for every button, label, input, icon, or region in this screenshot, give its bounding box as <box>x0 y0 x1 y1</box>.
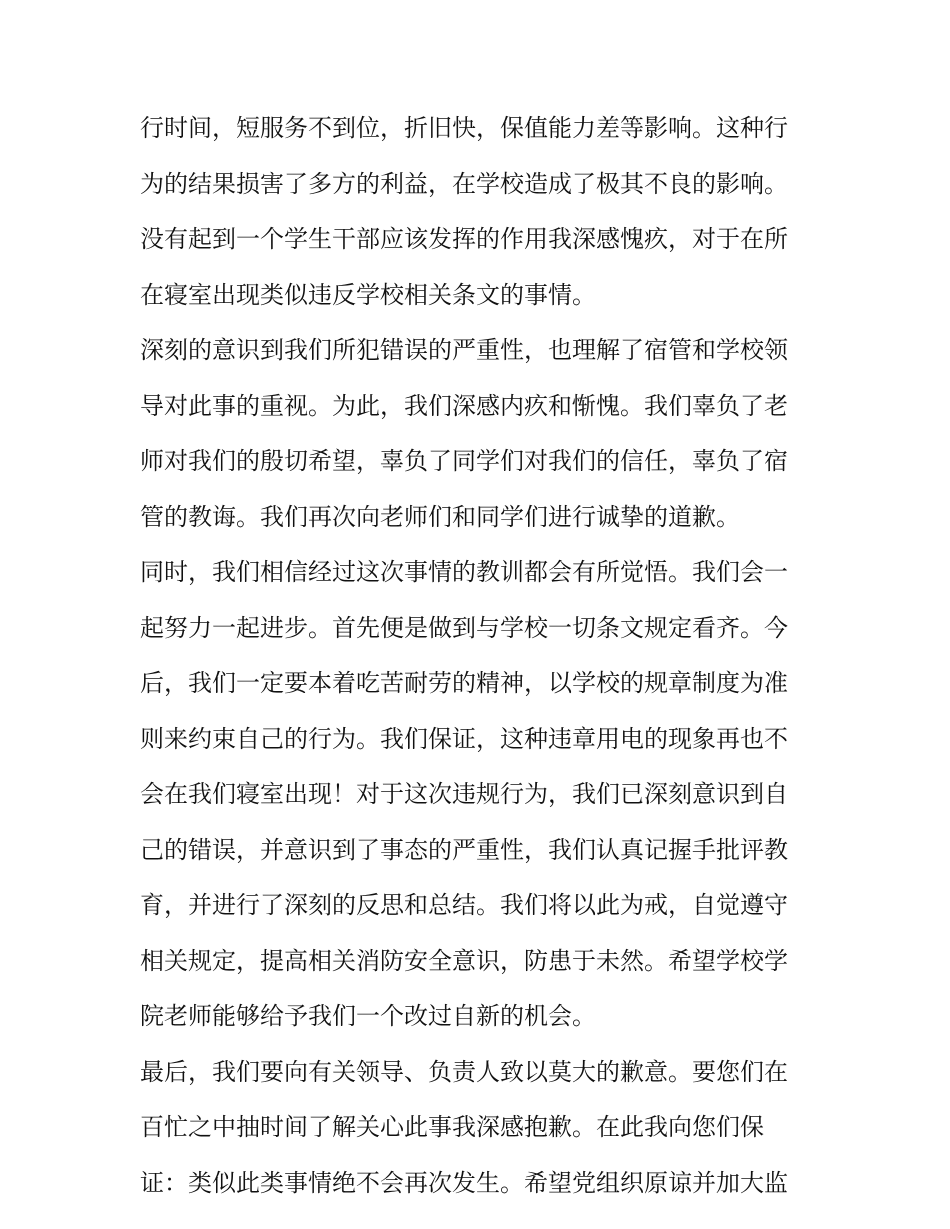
text-line: 起努力一起进步。首先便是做到与学校一切条文规定看齐。今 <box>140 613 788 642</box>
text-line: 没有起到一个学生干部应该发挥的作用我深感愧疚，对于在所 <box>140 225 788 253</box>
text-line: 同时，我们相信经过这次事情的教训都会有所觉悟。我们会一 <box>140 558 788 586</box>
text-line: 师对我们的殷切希望，辜负了同学们对我们的信任，辜负了宿 <box>140 447 788 475</box>
text-line: 则来约束自己的行为。我们保证，这种违章用电的现象再也不 <box>140 724 788 753</box>
text-line: 院老师能够给予我们一个改过自新的机会。 <box>140 1002 596 1030</box>
text-line: 为的结果损害了多方的利益，在学校造成了极其不良的影响。 <box>140 169 788 198</box>
text-line: 证：类似此类事情绝不会再次发生。希望党组织原谅并加大监 <box>140 1168 788 1197</box>
text-line: 最后，我们要向有关领导、负责人致以莫大的歉意。要您们在 <box>140 1057 788 1086</box>
text-line: 导对此事的重视。为此，我们深感内疚和惭愧。我们辜负了老 <box>140 391 788 420</box>
text-line: 在寝室出现类似违反学校相关条文的事情。 <box>140 280 596 309</box>
text-line: 管的教诲。我们再次向老师们和同学们进行诚挚的道歉。 <box>140 502 740 531</box>
text-line: 后，我们一定要本着吃苦耐劳的精神，以学校的规章制度为准 <box>140 669 788 697</box>
text-line: 相关规定，提高相关消防安全意识，防患于未然。希望学校学 <box>140 946 788 975</box>
text-line: 己的错误，并意识到了事态的严重性，我们认真记握手批评教 <box>140 835 788 864</box>
text-line: 深刻的意识到我们所犯错误的严重性，也理解了宿管和学校领 <box>140 336 788 364</box>
text-line: 会在我们寝室出现！对于这次违规行为，我们已深刻意识到自 <box>140 780 788 808</box>
text-line: 百忙之中抽时间了解关心此事我深感抱歉。在此我向您们保 <box>140 1113 764 1141</box>
document-body <box>140 101 820 1211</box>
text-line: 行时间，短服务不到位，折旧快，保值能力差等影响。这种行 <box>140 114 788 142</box>
text-line: 育，并进行了深刻的反思和总结。我们将以此为戒，自觉遵守 <box>140 891 788 919</box>
